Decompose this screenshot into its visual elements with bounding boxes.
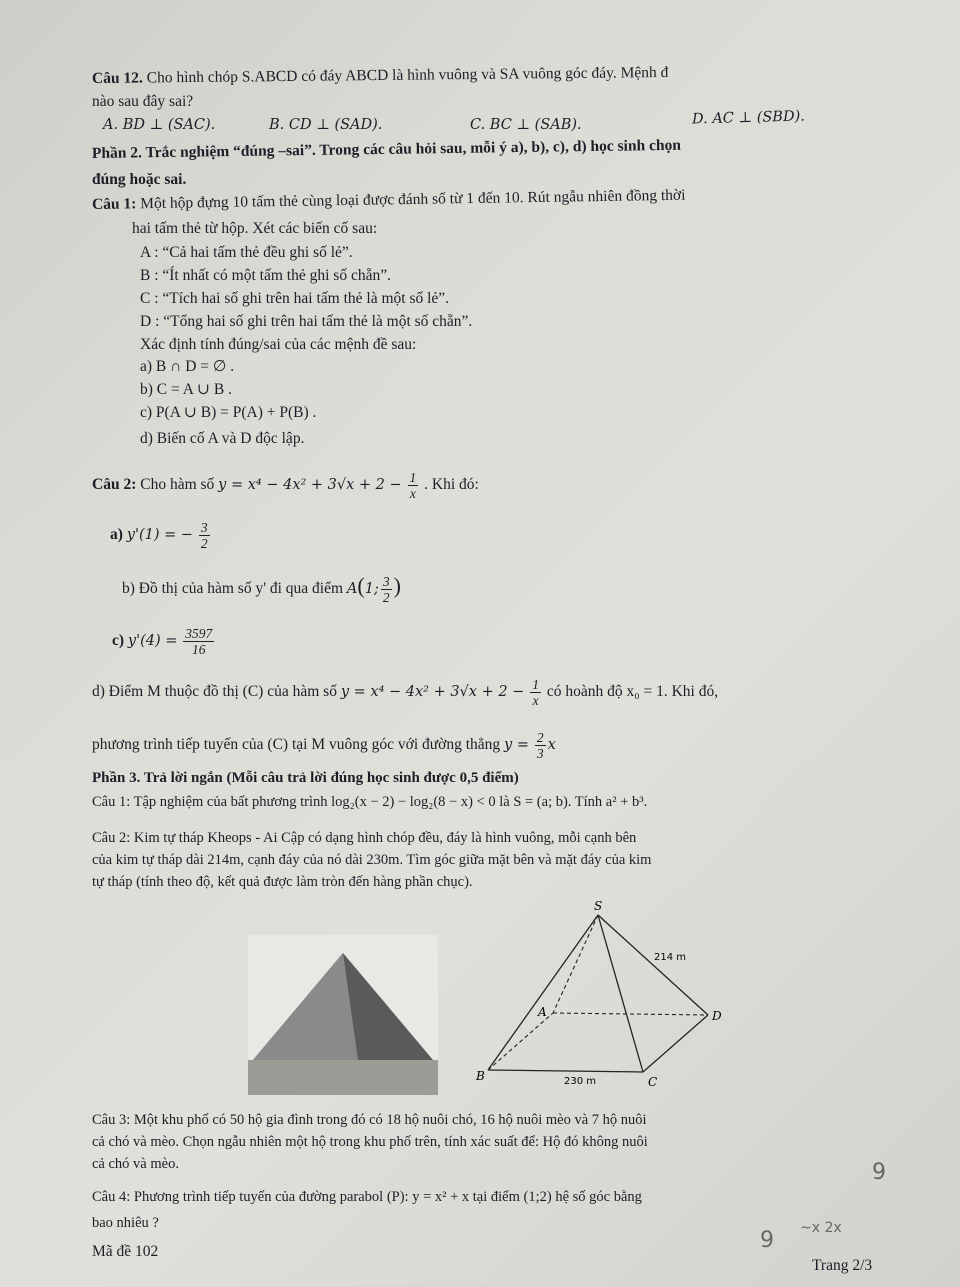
edge-ad (553, 1013, 708, 1015)
frac-den: x (532, 693, 539, 708)
frac-den: 2 (382, 590, 390, 605)
label-b: B (476, 1069, 485, 1083)
edge-cd (643, 1015, 708, 1072)
part3-q3-line1: Câu 3: Một khu phố có 50 hộ gia đình trong đó có 18 hộ nuôi chó, 16 hộ nuôi mèo và 7 hộ nuôi (92, 1112, 647, 1128)
part3-q2-line1: Câu 2: Kim tự tháp Kheops - Ai Cập có dạng hình chóp đều, đáy là hình vuông, mỗi cạnh bên (92, 830, 637, 846)
edge-sd (598, 915, 708, 1015)
handwritten-mark-2: 9 (760, 1228, 774, 1253)
q2-d-line2-tail: x (547, 737, 556, 754)
part2-q1-text2: hai tấm thẻ từ hộp. Xét các biến cố sau: (132, 220, 378, 237)
q12-text2: nào sau đây sai? (92, 93, 194, 110)
label-c: C (648, 1075, 658, 1089)
part2-q2-line (92, 470, 479, 501)
part3-title: Phần 3. Trả lời ngắn (Mỗi câu trả lời đúng học sinh được 0,5 điểm) (92, 770, 519, 786)
q2-d-frac (530, 677, 541, 708)
q2-c-expr: y'(4) = (127, 633, 178, 650)
part2-q2-title: Câu 2: (92, 476, 137, 494)
part2-q1-title: Câu 1: (91, 195, 137, 213)
frac-den: 16 (192, 642, 206, 657)
q2-c-frac (183, 626, 214, 657)
q12-option-b: B. CD ⊥ (SAD). (269, 117, 383, 133)
part2-title2: đúng hoặc sai. (92, 171, 187, 188)
q2-a-expr: y'(1) = − (126, 527, 194, 544)
event-c: C : “Tích hai số ghi trên hai tấm thẻ là một số lẻ”. (140, 290, 450, 307)
part2-q1-text1: Một hộp đựng 10 tấm thẻ cùng loại được đánh số từ 1 đến 10. Rút ngẫu nhiên đồng thời (140, 186, 686, 213)
q12-option-c: C. BC ⊥ (SAB). (470, 117, 582, 133)
photo-ground (248, 1060, 438, 1095)
part3-q4-line1: Câu 4: Phương trình tiếp tuyến của đường parabol (P): y = x² + x tại điểm (1;2) hệ số góc bằng (92, 1189, 642, 1205)
part3-q3-line3: cả chó và mèo. (92, 1156, 179, 1172)
label-a: A (538, 1005, 547, 1019)
part2-q1-line1 (92, 186, 686, 215)
q2-d-func: y = x⁴ − 4x² + 3√x + 2 − (340, 684, 525, 701)
q2-item-d-line1 (92, 677, 718, 708)
q2-item-d-line2 (92, 730, 556, 761)
q2-d-text1: d) Điểm M thuộc đồ thị (C) của hàm số (92, 683, 337, 701)
q2-d-text2: có hoành độ x₀ = 1. Khi đó, (546, 683, 719, 701)
part2-q2-frac (408, 470, 419, 501)
q2-c-label: c) (112, 632, 125, 650)
part3-q3-line2: cả chó và mèo. Chọn ngẫu nhiên một hộ trong khu phố trên, tính xác suất để: Hộ đó không nuôi (92, 1134, 648, 1150)
part3-q2-line3: tự tháp (tính theo độ, kết quả được làm tròn đến hàng phần chục). (92, 874, 473, 890)
q12-option-d: D. AC ⊥ (SBD). (691, 108, 806, 128)
label-d: D (712, 1009, 722, 1023)
edge-ab (488, 1013, 553, 1070)
q2-b-point: A (346, 581, 358, 598)
label-edge-length: 214 m (654, 952, 687, 963)
event-d: D : “Tổng hai số ghi trên hai tấm thẻ là một số chẵn”. (140, 313, 473, 330)
exam-code: Mã đề 102 (92, 1243, 159, 1260)
label-s: S (594, 900, 603, 913)
part3-q1: Câu 1: Tập nghiệm của bất phương trình log₂(x − 2) − log₂(8 − x) < 0 là S = (a; b). Tính a² + b³. (92, 794, 648, 810)
q1-instruction: Xác định tính đúng/sai của các mệnh đề sau: (140, 336, 417, 353)
part2-q2-func: y = x⁴ − 4x² + 3√x + 2 − (218, 477, 402, 494)
q1-item-a: a) B ∩ D = ∅ . (140, 358, 235, 375)
q2-b-frac (381, 574, 392, 605)
q2-d-line2-expr: y = (504, 737, 529, 754)
q12-line1 (92, 63, 669, 89)
handwritten-mark-3: ~x 2x (800, 1220, 842, 1236)
q2-item-c (112, 626, 216, 657)
edge-sa (553, 915, 598, 1013)
frac-den: 2 (200, 536, 208, 551)
q2-d-line2-frac (535, 730, 546, 761)
q1-item-c: c) P(A ∪ B) = P(A) + P(B) . (140, 404, 317, 421)
q2-item-b: b) Đồ thị của hàm số y' đi qua điểm A(1; $\frac{3}{2}$ ) (122, 573, 401, 605)
q12-text1: Cho hình chóp S.ABCD có đáy ABCD là hình vuông và SA vuông góc đáy. Mệnh đ (146, 63, 669, 87)
frac-num: 2 (536, 730, 544, 745)
frac-num: 3 (382, 574, 390, 589)
part2-q2-tail: . Khi đó: (424, 476, 479, 494)
q2-a-frac (199, 520, 210, 551)
part3-q4-line2: bao nhiêu ? (92, 1215, 159, 1231)
frac-num: 3 (200, 520, 208, 535)
page-number: Trang 2/3 (812, 1257, 873, 1274)
event-a: A : “Cả hai tấm thẻ đều ghi số lẻ”. (140, 244, 353, 261)
frac-num: 1 (409, 470, 417, 485)
q12-title: Câu 12. (91, 69, 143, 88)
frac-den: x (409, 486, 416, 501)
part3-q2-line2: của kim tự tháp dài 214m, cạnh đáy của nó dài 230m. Tìm góc giữa mặt bên và mặt đáy của kim (92, 852, 652, 868)
q2-a-label: a) (110, 526, 123, 544)
q12-option-a: A. BD ⊥ (SAC). (103, 117, 216, 133)
q2-d-line2: phương trình tiếp tuyến của (C) tại M vuông góc với đường thẳng (92, 736, 501, 754)
event-b: B : “Ít nhất có một tấm thẻ ghi số chẵn”. (140, 267, 391, 284)
q2-b-text: b) Đồ thị của hàm số y' đi qua điểm (122, 580, 344, 598)
part2-title: Phần 2. Trắc nghiệm “đúng –sai”. Trong các câu hỏi sau, mỗi ý a), b), c), d) học sinh chọn (91, 136, 682, 162)
frac-num: 1 (532, 677, 539, 692)
handwritten-mark-1: 9 (872, 1160, 886, 1185)
q1-item-b: b) C = A ∪ B . (140, 381, 232, 398)
label-base-length: 230 m (564, 1076, 597, 1087)
edge-sb (488, 915, 598, 1070)
edge-sc (598, 915, 643, 1072)
q2-b-point-x: 1; (364, 581, 379, 598)
pyramid-photo (248, 935, 438, 1095)
frac-num: 3597 (185, 626, 213, 641)
pyramid-diagram (468, 900, 738, 1100)
q1-item-d: d) Biến cố A và D độc lập. (140, 430, 305, 447)
q2-item-a (110, 520, 212, 551)
frac-den: 3 (536, 746, 544, 761)
edge-bc (488, 1070, 643, 1072)
part2-q2-lead: Cho hàm số (140, 476, 215, 494)
